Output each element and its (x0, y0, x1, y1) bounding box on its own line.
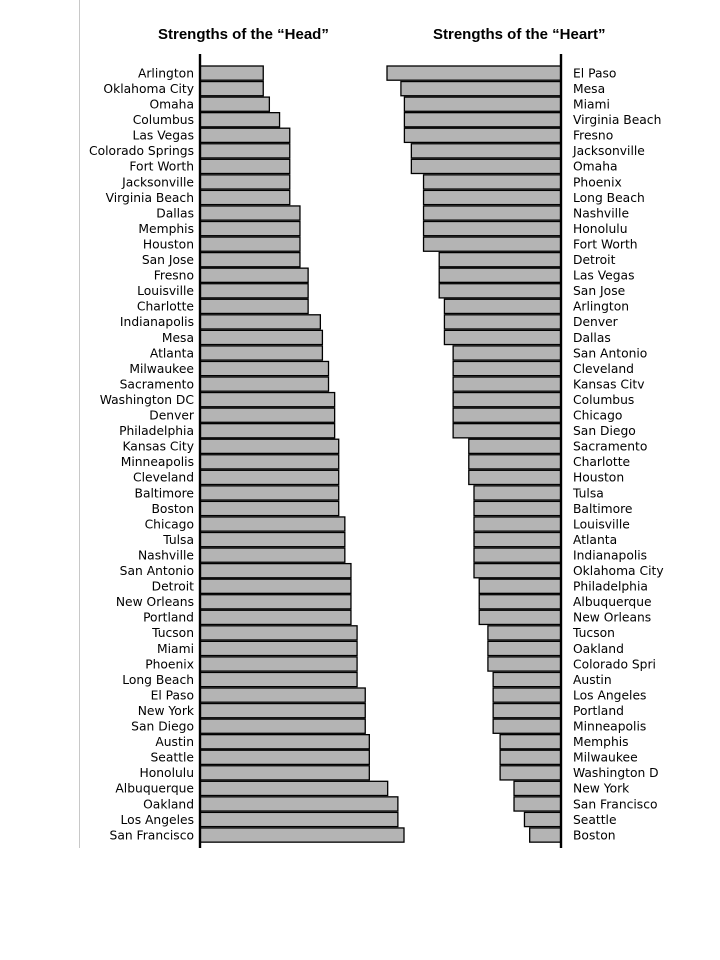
head-bar (200, 97, 269, 111)
heart-category-label: Cleveland (573, 361, 634, 376)
head-bar (200, 750, 369, 764)
head-category-label: Miami (157, 641, 194, 656)
heart-bar (444, 330, 561, 344)
head-bar (200, 657, 357, 671)
head-bar (200, 393, 335, 407)
heart-category-label: Mesa (573, 81, 606, 96)
heart-category-label: Houston (573, 470, 625, 485)
heart-bar (530, 828, 561, 842)
head-bar (200, 66, 263, 80)
head-bar (200, 766, 369, 780)
head-category-label: Oklahoma City (103, 81, 194, 96)
head-bar (200, 284, 308, 298)
head-bar (200, 253, 300, 267)
heart-bar (488, 641, 561, 655)
heart-category-label: Dallas (573, 330, 611, 345)
heart-bar (479, 610, 561, 624)
head-category-label: Atlanta (149, 346, 194, 361)
head-bar (200, 797, 398, 811)
heart-bar (401, 82, 561, 96)
head-category-label: San Francisco (109, 828, 194, 843)
head-bar (200, 501, 339, 515)
head-bar (200, 735, 369, 749)
head-bar (200, 517, 345, 531)
heart-category-label: Jacksonville (573, 144, 645, 159)
head-category-label: Louisville (137, 284, 194, 299)
head-category-label: Milwaukee (129, 361, 194, 376)
heart-category-label: Arlington (573, 299, 630, 314)
head-category-label: San Diego (131, 719, 194, 734)
heart-bar (439, 253, 561, 267)
heart-bar (424, 175, 561, 189)
heart-category-label: Omaha (573, 159, 618, 174)
head-category-label: Sacramento (119, 377, 194, 392)
head-bar (200, 470, 339, 484)
head-bar (200, 626, 357, 640)
heart-category-label: New Orleans (573, 610, 652, 625)
heart-category-label: Indianapolis (573, 548, 648, 563)
heart-category-label: Oakland (573, 641, 624, 656)
head-bar (200, 672, 357, 686)
head-bar (200, 610, 351, 624)
heart-bar (411, 159, 561, 173)
heart-category-label: Austin (573, 672, 612, 687)
heart-bar (500, 766, 561, 780)
heart-category-label: Baltimore (573, 501, 633, 516)
heart-bar (488, 626, 561, 640)
heart-category-label: Sacramento (573, 439, 648, 454)
heart-bar (469, 455, 561, 469)
heart-bar (479, 579, 561, 593)
heart-bar (424, 237, 561, 251)
heart-category-label: El Paso (573, 66, 617, 81)
head-category-label: Cleveland (133, 470, 194, 485)
head-bar (200, 424, 335, 438)
heart-bar (404, 128, 561, 142)
head-category-label: Denver (149, 408, 194, 423)
head-category-label: San Jose (141, 253, 194, 267)
heart-category-label: Columbus (573, 392, 635, 407)
head-bar-chart (89, 54, 404, 848)
head-category-label: New Orleans (115, 595, 194, 610)
heart-bar (453, 346, 561, 360)
head-category-label: Dallas (156, 206, 194, 221)
head-bar (200, 268, 308, 282)
head-category-label: Chicago (144, 517, 194, 532)
heart-category-label: Albuquerque (573, 595, 652, 610)
head-category-label: Boston (151, 501, 194, 516)
heart-category-label: Oklahoma City (573, 564, 664, 578)
heart-bar (474, 486, 561, 500)
heart-bar (424, 190, 561, 204)
head-bar (200, 828, 404, 842)
head-category-label: Indianapolis (119, 315, 194, 330)
heart-category-label: Memphis (573, 735, 629, 750)
head-category-label: Las Vegas (132, 128, 194, 143)
head-category-label: Philadelphia (119, 424, 194, 439)
head-category-label: New York (137, 703, 194, 718)
head-bar (200, 812, 398, 826)
head-bar (200, 222, 300, 236)
heart-category-label: Boston (573, 828, 616, 843)
heart-bar (493, 688, 561, 702)
heart-category-label: Los Angeles (573, 688, 647, 703)
heart-category-label: Tulsa (573, 486, 604, 501)
heart-bar (474, 533, 561, 547)
head-category-label: Albuquerque (115, 781, 194, 796)
heart-bar (424, 206, 561, 220)
heart-bar (444, 315, 561, 329)
head-bar (200, 82, 263, 96)
head-bar (200, 299, 308, 313)
heart-bar (404, 113, 561, 127)
heart-category-label: Atlanta (573, 532, 618, 547)
head-bar (200, 455, 339, 469)
heart-category-label: San Jose (573, 284, 626, 299)
head-bar (200, 128, 290, 142)
heart-bar (500, 750, 561, 764)
heart-bar (488, 657, 561, 671)
head-bar (200, 781, 388, 795)
heart-category-label: Washington D (573, 766, 659, 781)
heart-bar (404, 97, 561, 111)
head-bar (200, 533, 345, 547)
heart-bar (469, 439, 561, 453)
head-bar (200, 408, 335, 422)
heart-category-label: Seattle (573, 812, 617, 827)
head-category-label: Columbus (132, 113, 194, 128)
heart-bar (493, 672, 561, 686)
heart-category-label: Nashville (573, 206, 630, 221)
head-bar (200, 175, 290, 189)
heart-bar (453, 393, 561, 407)
heart-category-label: Philadelphia (573, 579, 648, 594)
heart-category-label: Milwaukee (573, 750, 638, 765)
head-bar (200, 486, 339, 500)
head-category-label: Virginia Beach (105, 190, 194, 205)
head-category-label: Baltimore (134, 486, 194, 501)
head-bar (200, 190, 290, 204)
heart-category-label: Phoenix (573, 175, 622, 190)
head-category-label: Charlotte (136, 299, 194, 314)
heart-category-label: New York (573, 781, 630, 796)
heart-bar (387, 66, 561, 80)
head-category-label: Washington DC (99, 392, 194, 407)
head-category-label: Tulsa (163, 532, 194, 547)
head-category-label: Omaha (149, 97, 194, 112)
heart-category-label: Miami (573, 97, 610, 112)
heart-bar-chart (387, 54, 664, 848)
heart-category-label: San Francisco (573, 797, 658, 812)
head-bar (200, 719, 365, 733)
heart-bar (424, 222, 561, 236)
heart-bar (453, 408, 561, 422)
head-category-label: San Antonio (119, 564, 194, 578)
head-bar (200, 159, 290, 173)
head-bar (200, 144, 290, 158)
heart-bar (474, 548, 561, 562)
head-bar (200, 688, 365, 702)
heart-bar (474, 501, 561, 515)
head-category-label: Houston (142, 237, 194, 252)
head-bar (200, 315, 320, 329)
head-chart-title: Strengths of the “Head” (158, 26, 329, 43)
heart-category-label: Long Beach (573, 190, 645, 205)
heart-bar (453, 377, 561, 391)
heart-bar (474, 517, 561, 531)
head-category-label: Austin (155, 735, 194, 750)
heart-bar (439, 284, 561, 298)
heart-bar (514, 781, 561, 795)
heart-bar (500, 735, 561, 749)
head-category-label: Long Beach (122, 672, 194, 687)
heart-category-label: Chicago (573, 408, 623, 423)
head-category-label: Memphis (138, 221, 194, 236)
head-bar (200, 439, 339, 453)
head-category-label: Detroit (151, 579, 194, 594)
heart-category-label: Fort Worth (573, 237, 638, 252)
head-bar (200, 579, 351, 593)
heart-category-label: Tucson (573, 626, 615, 641)
heart-category-label: Las Vegas (573, 268, 635, 283)
heart-bar (474, 564, 561, 578)
heart-bar (444, 299, 561, 313)
heart-bar (493, 719, 561, 733)
heart-bar (453, 424, 561, 438)
head-category-label: Mesa (161, 330, 194, 345)
heart-category-label: Kansas Citv (573, 377, 645, 392)
heart-bar (479, 595, 561, 609)
heart-category-label: San Antonio (573, 346, 648, 361)
head-category-label: Honolulu (139, 766, 194, 781)
head-category-label: Minneapolis (120, 455, 194, 470)
heart-bar (514, 797, 561, 811)
head-category-label: Tucson (152, 626, 194, 641)
heart-bar (469, 470, 561, 484)
heart-category-label: Colorado Spri (573, 657, 656, 672)
head-bar (200, 564, 351, 578)
head-category-label: El Paso (150, 688, 194, 703)
head-category-label: Arlington (137, 66, 194, 81)
head-bar (200, 237, 300, 251)
head-bar (200, 377, 329, 391)
head-category-label: Oakland (143, 797, 194, 812)
heart-bar (493, 704, 561, 718)
head-category-label: Fresno (153, 268, 194, 283)
heart-bar (524, 812, 561, 826)
heart-bar (453, 361, 561, 375)
head-bar (200, 548, 345, 562)
head-category-label: Fort Worth (129, 159, 194, 174)
head-category-label: Kansas City (122, 439, 194, 454)
heart-category-label: San Diego (573, 424, 636, 439)
head-bar (200, 113, 280, 127)
heart-category-label: Portland (573, 703, 624, 718)
heart-category-label: Honolulu (573, 221, 628, 236)
head-category-label: Seattle (150, 750, 194, 765)
head-bar (200, 704, 365, 718)
heart-chart-title: Strengths of the “Heart” (433, 26, 606, 43)
heart-bar (439, 268, 561, 282)
head-bar (200, 641, 357, 655)
head-category-label: Jacksonville (122, 175, 194, 190)
head-category-label: Nashville (137, 548, 194, 563)
head-category-label: Portland (143, 610, 194, 625)
head-bar (200, 346, 322, 360)
head-bar (200, 330, 322, 344)
head-bar (200, 206, 300, 220)
heart-category-label: Detroit (573, 253, 616, 267)
heart-category-label: Louisville (573, 517, 630, 532)
head-bar (200, 595, 351, 609)
head-category-label: Phoenix (145, 657, 194, 672)
head-bar (200, 361, 329, 375)
head-category-label: Colorado Springs (89, 144, 194, 159)
heart-category-label: Denver (573, 315, 618, 330)
heart-category-label: Virginia Beach (573, 113, 662, 128)
heart-bar (411, 144, 561, 158)
head-category-label: Los Angeles (120, 812, 194, 827)
heart-category-label: Charlotte (573, 455, 631, 470)
heart-category-label: Fresno (573, 128, 614, 143)
heart-category-label: Minneapolis (573, 719, 647, 734)
